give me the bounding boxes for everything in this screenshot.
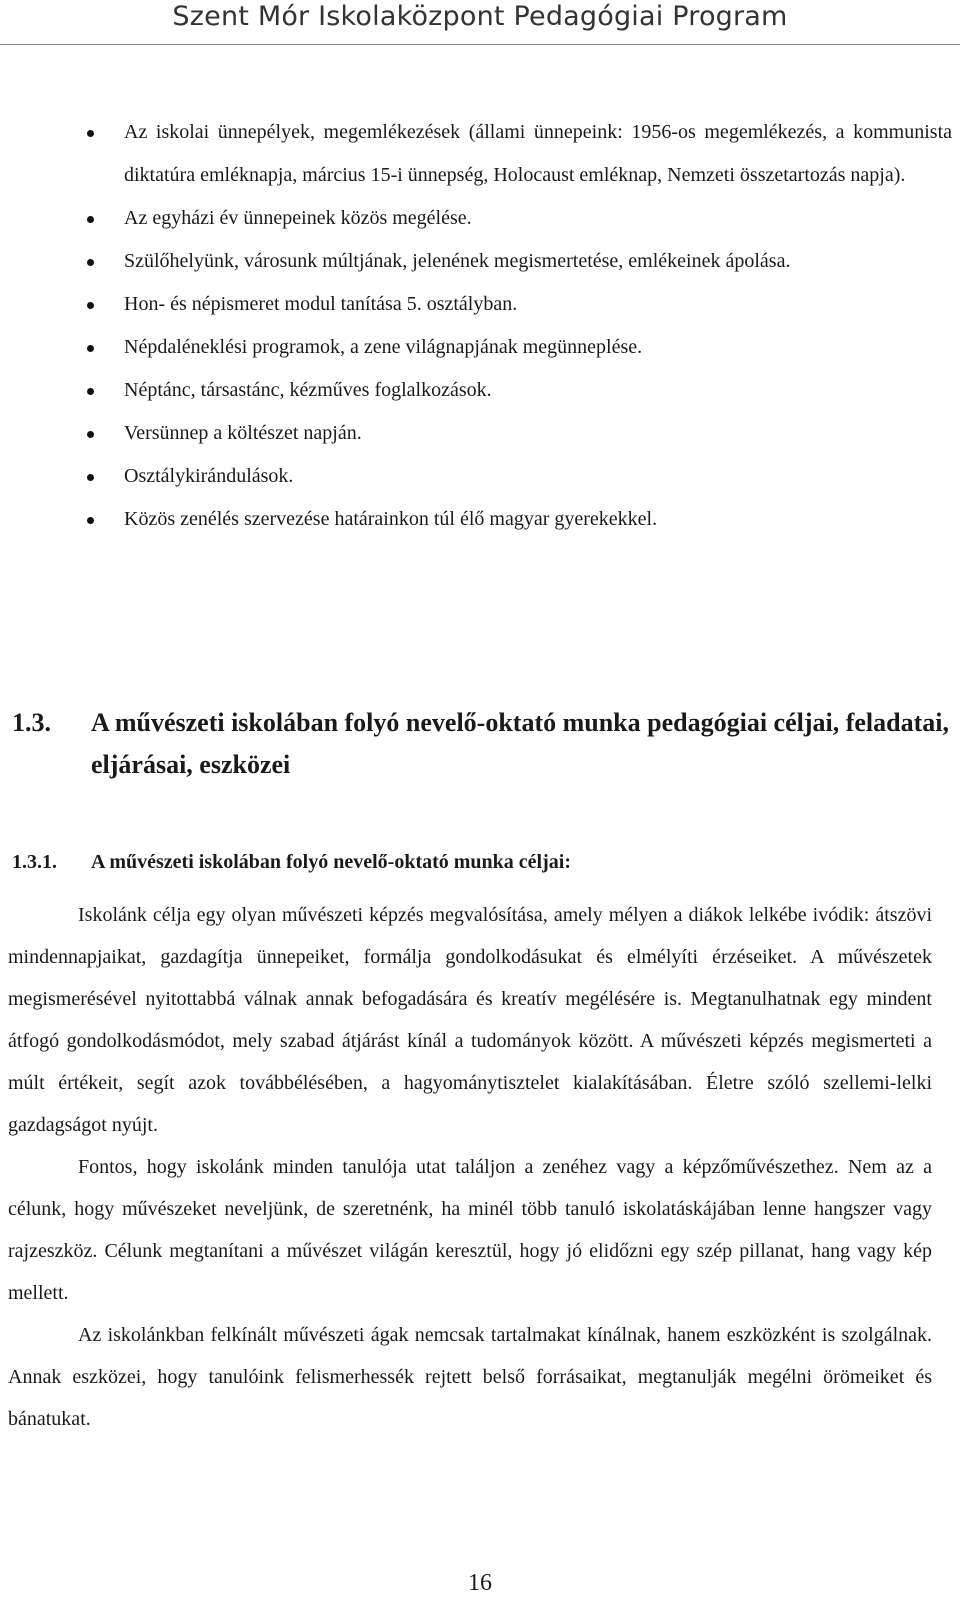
bullet-icon xyxy=(87,345,94,352)
list-item-text: Osztálykirándulások. xyxy=(124,465,294,487)
list-item xyxy=(82,283,952,326)
list-item xyxy=(82,498,952,541)
list-item-text: Közös zenélés szervezése határainkon túl élő magyar gyerekekkel. xyxy=(124,508,658,530)
bullet-icon xyxy=(87,388,94,395)
bullet-icon xyxy=(87,216,94,223)
bullet-icon xyxy=(87,431,94,438)
subsection-title: A művészeti iskolában folyó nevelő-oktató munka céljai: xyxy=(91,851,571,873)
list-item xyxy=(82,326,952,369)
section-title: A művészeti iskolában folyó nevelő-oktató munka pedagógiai céljai, feladatai, eljárásai, eszközei xyxy=(91,708,949,779)
body-text xyxy=(8,894,932,1440)
header-title: Szent Mór Iskolaközpont Pedagógiai Program xyxy=(172,1,788,32)
list-item-text: Az egyházi év ünnepeinek közös megélése. xyxy=(124,207,472,229)
list-item-text: Az iskolai ünnepélyek, megemlékezések (állami ünnepeink: 1956-os megemlékezés, a kommunista diktatúra emléknapja, március 15-i ünnepség, Holocaust emléknap, Nemzeti összetartozás napja). xyxy=(124,121,952,186)
list-item-text: Népdaléneklési programok, a zene világnapjának megünneplése. xyxy=(124,336,643,358)
list-item xyxy=(82,412,952,455)
list-item-text: Hon- és népismeret modul tanítása 5. osztályban. xyxy=(124,293,518,315)
bullet-icon xyxy=(87,130,94,137)
paragraph: Fontos, hogy iskolánk minden tanulója utat találjon a zenéhez vagy a képzőművészethez. Nem az a célunk, hogy művészeket neveljünk, de szeretnénk, ha minél több tanuló iskolatáskájában lenne hangszer vagy rajzeszköz. Célunk megtanítani a művészet világán keresztül, hogy jó elidőzni egy szép pillanat, hang vagy kép mellett. xyxy=(8,1156,932,1304)
bullet-icon xyxy=(87,259,94,266)
list-item xyxy=(82,369,952,412)
list-item xyxy=(82,111,952,197)
bullet-icon xyxy=(87,517,94,524)
section-number: 1.3. xyxy=(12,708,51,737)
list-item-text: Versünnep a költészet napján. xyxy=(124,422,362,444)
subsection-number: 1.3.1. xyxy=(12,851,57,873)
paragraph: Iskolánk célja egy olyan művészeti képzés megvalósítása, amely mélyen a diákok lelkébe ivódik: átszövi mindennapjaikat, gazdagítja ünnepeiket, formálja gondolkodásukat és elmélyíti érzéseiket. A művészetek megismerésével nyitottabbá válnak annak befogadására és kreatív megélésére is. Megtanulhatnak egy mindent átfogó gondolkodásmódot, mely szabad átjárást kínál a tudományok között. A művészeti képzés megismerteti a múlt értékeit, segít azok továbbélésében, a hagyománytisztelet kialakításában. Életre szóló szellemi-lelki gazdagságot nyújt. xyxy=(8,904,932,1136)
paragraph: Az iskolánkban felkínált művészeti ágak nemcsak tartalmakat kínálnak, hanem eszközként is szolgálnak. Annak eszközei, hogy tanulóink felismerhessék rejtett belső forrásaikat, megtanulják megélni örömeiket és bánatukat. xyxy=(8,1324,932,1430)
bullet-icon xyxy=(87,302,94,309)
bullet-list xyxy=(82,111,952,541)
bullet-icon xyxy=(87,474,94,481)
page-number: 16 xyxy=(468,1570,492,1596)
list-item xyxy=(82,455,952,498)
list-item-text: Néptánc, társastánc, kézműves foglalkozások. xyxy=(124,379,492,401)
list-item-text: Szülőhelyünk, városunk múltjának, jelenének megismertetése, emlékeinek ápolása. xyxy=(124,250,791,272)
list-item xyxy=(82,240,952,283)
list-item xyxy=(82,197,952,240)
page-header xyxy=(0,0,960,45)
